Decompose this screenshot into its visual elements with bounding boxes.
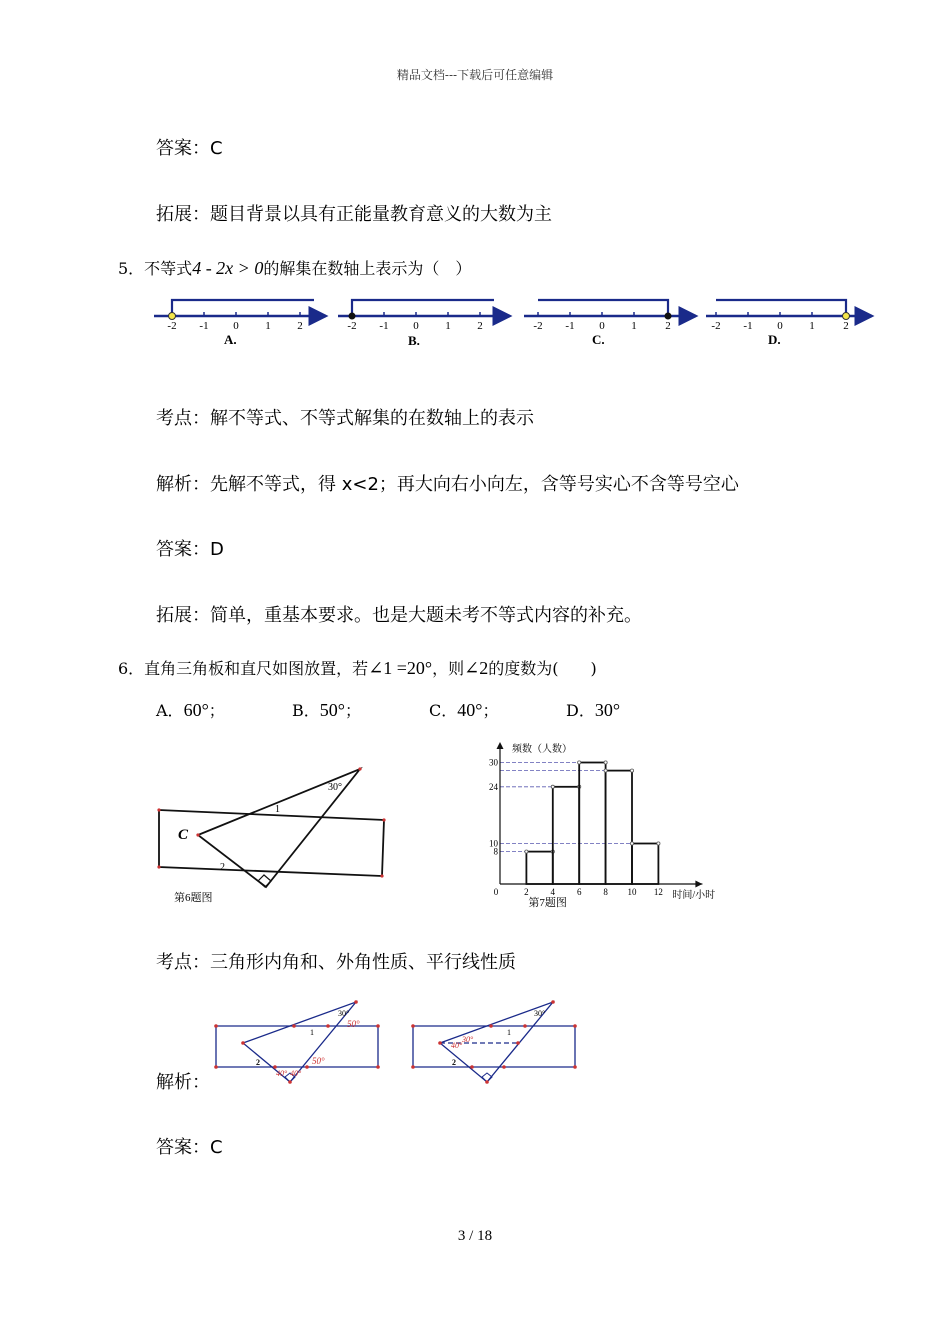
solution-figure-left [214,1000,380,1084]
tick-d-1: -2 [711,320,721,332]
q6-stem [118,656,597,679]
q6-prefix: 6．直角三角板和直尺如图放置，若 [118,659,369,678]
bar-corner [551,785,554,788]
q5-extension: 拓展：简单，重基本要求。也是大题未考不等式内容的补充。 [156,605,642,626]
tick-b-5: 2 [477,320,483,332]
sol-right-30: 30° [534,1009,546,1018]
x-tick-label: 10 [627,887,637,897]
y-axis-label: 频数（人数） [512,744,572,755]
tick-b-3: 0 [413,320,419,332]
option-a-sep: ； [208,701,225,720]
figure-6-caption: 第6题图 [174,892,213,904]
q6-kaodian: 考点：三角形内角和、外角性质、平行线性质 [156,952,516,973]
histogram-bar [526,852,552,884]
figure-6 [150,760,400,910]
solution-figure-right [411,1000,577,1084]
x-tick-label: 0 [493,887,499,897]
option-a-value: 60° [183,700,209,720]
tick-c-3: 0 [599,320,605,332]
bar-corner [630,842,633,845]
sol-left-1: 1 [310,1028,314,1037]
tick-d-5: 2 [843,320,849,332]
q6-option-b [292,698,361,721]
option-c-value: 40° [457,700,483,720]
label-a: A. [224,332,237,347]
numberline-c [524,300,696,347]
tick-a-2: -1 [199,320,209,332]
q5-number-lines [150,292,880,352]
ruler [159,810,384,876]
q5-prefix: 5．不等式 [118,259,193,278]
page-number: 3 / 18 [457,1228,493,1244]
sol-left-30: 30° [338,1009,350,1018]
x-tick-label: 4 [550,887,556,897]
y-tick-label: 8 [493,846,498,857]
tick-c-1: -2 [533,320,543,332]
numberline-b [338,300,510,348]
q5-stem [118,256,471,279]
label-c: C. [592,332,605,347]
q5-answer: 答案：D [156,539,224,560]
sol-left-40b: 40° [290,1069,302,1078]
sol-left-50: 50° [347,1019,360,1029]
q6-condition: ∠1 =20° [368,658,433,678]
sol-left-2: 2 [256,1058,260,1067]
x-axis-label: 时间/小时 [672,890,716,901]
q6-option-c [429,698,498,721]
sol-right-30b: 30° [462,1035,474,1044]
tick-a-1: -2 [167,320,177,332]
q6-jiexi: 解析： [156,1072,210,1093]
histogram-bar [579,763,605,885]
label-c-point: C [178,827,189,843]
q4-extension: 拓展：题目背景以具有正能量教育意义的大数为主 [156,204,552,225]
tick-d-3: 0 [777,320,783,332]
y-tick-label: 24 [489,781,498,792]
bar-corner [604,769,607,772]
x-tick-label: 6 [576,887,582,897]
bar-corner [578,761,581,764]
histogram-bar [606,771,632,884]
q5-jiexi: 解析：先解不等式，得 x<2；再大向右小向左，含等号实心不含等号空心 [156,474,739,495]
bar-corner [525,850,528,853]
q5-kaodian: 考点：解不等式、不等式解集的在数轴上的表示 [156,408,534,429]
x-axis-arrow [695,881,702,888]
figure-7-histogram [470,738,732,908]
option-c-key: C． [429,701,458,720]
tick-b-2: -1 [379,320,389,332]
numberline-a [154,300,326,347]
sol-right-1: 1 [507,1028,511,1037]
tick-c-2: -1 [565,320,575,332]
sol-right-40: 40° [451,1041,463,1050]
tick-b-1: -2 [347,320,357,332]
tick-a-3: 0 [233,320,239,332]
q6-option-a [156,698,225,721]
numberline-d [706,300,872,347]
q5-suffix: 的解集在数轴上表示为（ ） [263,259,472,278]
label-d: D. [768,332,781,347]
option-c-sep: ； [482,701,499,720]
option-b-sep: ； [344,701,361,720]
label-30deg: 30° [328,782,342,793]
page-header: 精品文档---下载后可任意编辑 [396,68,554,82]
x-tick-label: 12 [653,887,663,897]
tick-d-2: -1 [743,320,753,332]
label-b: B. [408,333,420,348]
option-d-value: 30° [594,700,621,720]
option-b-value: 50° [319,700,345,720]
tick-c-5: 2 [665,320,671,332]
histogram-bar [553,787,579,884]
y-tick-label: 30 [489,757,498,768]
label-angle-2: 2 [220,862,225,873]
bar-corner [604,761,607,764]
label-angle-1: 1 [275,804,280,815]
figure-7-caption: 第7题图 [528,897,567,908]
q5-expression: 4 - 2x > 0 [192,258,264,278]
bar-corner [657,842,660,845]
x-tick-label: 2 [524,887,529,897]
q6-option-d [566,698,620,721]
x-tick-label: 8 [603,887,608,897]
q6-mid: ，则 [432,659,465,678]
solution-figures [210,996,590,1088]
q6-ask: ∠2 [464,658,489,678]
tick-b-4: 1 [445,320,451,332]
option-d-key: D． [566,701,595,720]
q6-suffix: 的度数为( ) [488,659,597,678]
sol-right-2: 2 [452,1058,456,1067]
q6-answer: 答案：C [156,1137,223,1158]
tick-a-5: 2 [297,320,303,332]
y-tick-label: 10 [489,838,498,849]
tick-a-4: 1 [265,320,271,332]
q4-answer: 答案：C [156,138,223,159]
tick-d-4: 1 [809,320,815,332]
sol-left-40a: 40° [276,1069,288,1078]
option-b-key: B． [292,701,320,720]
option-a-key: A． [156,701,184,720]
sol-left-50b: 50° [312,1056,325,1066]
bar-corner [630,769,633,772]
histogram-bar [632,844,658,885]
y-axis-arrow [497,742,504,749]
tick-c-4: 1 [631,320,637,332]
